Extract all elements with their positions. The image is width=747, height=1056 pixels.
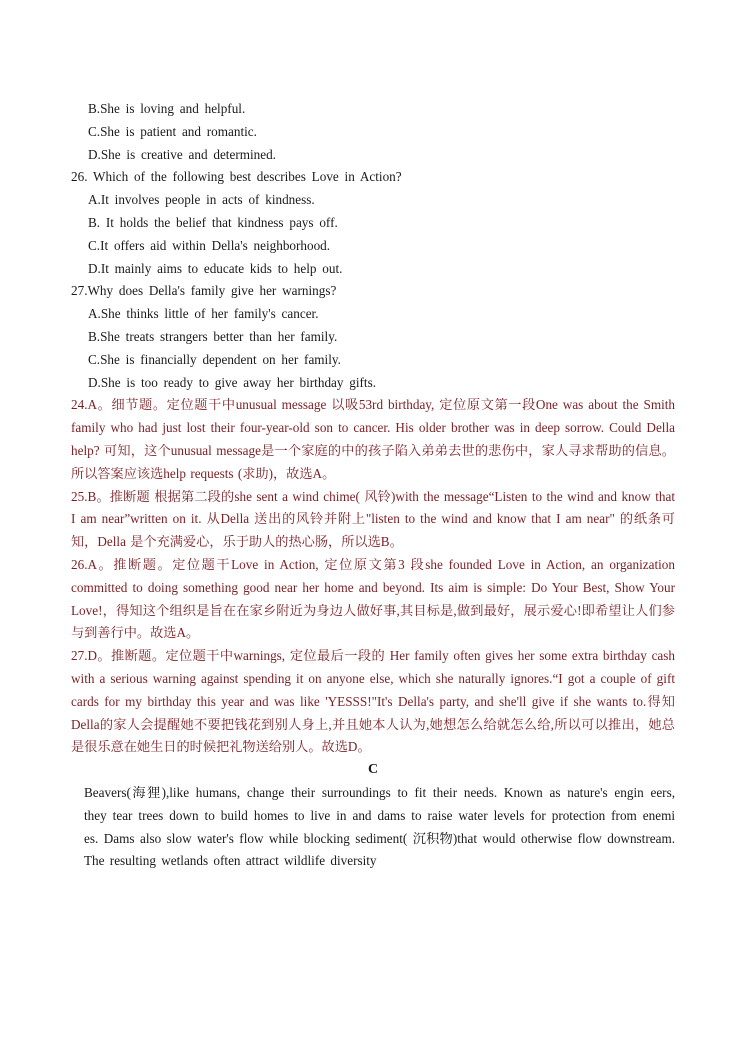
option-26c: C.It offers aid within Della's neighborhood. — [88, 237, 331, 253]
option-25d: D.She is creative and determined. — [88, 146, 276, 162]
option-26d: D.It mainly aims to educate kids to help out. — [88, 260, 343, 276]
option-27b: B.She treats strangers better than her family. — [88, 328, 338, 344]
option-27c: C.She is financially dependent on her family. — [88, 351, 341, 367]
option-25b: B.She is loving and helpful. — [88, 101, 246, 116]
passage-paragraph: Beavers(海狸),like humans, change their surroundings to fit their needs. Known as nature's engin eers, they tear trees down to build homes to live in and dams to raise water levels for protection from enemi es. Dams also slow water's flow while blocking sediment( 沉积物)that would otherwise flow downstream. The resulting wetlands often attract wildlife diversity — [84, 784, 675, 869]
document-content — [71, 98, 675, 873]
answer-26: 26.A。推断题。定位题干Love in Action, 定位原文第3 段she founded Love in Action, an organization committed to doing something good near her home and beyond. Its aim is simple: Do Your Best, Show Your Love!，得知这个组织是旨在在家乡附近为身边人做好事,其目标是,做到最好，展示爱心!即希望让人们参与到善行中。故选A。 — [71, 556, 675, 641]
passage-c — [71, 782, 675, 873]
option-26a: A.It involves people in acts of kindness. — [88, 192, 315, 208]
option-25c: C.She is patient and romantic. — [88, 123, 257, 139]
section-title: C — [367, 762, 379, 778]
option-27d: D.She is too ready to give away her birthday gifts. — [88, 374, 377, 390]
question-27: 27.Why does Della's family give her warnings? — [71, 283, 337, 299]
option-26b: B. It holds the belief that kindness pays off. — [88, 214, 338, 230]
option-27a: A.She thinks little of her family's cancer. — [88, 306, 319, 322]
answer-27: 27.D。推断题。定位题干中warnings, 定位最后一段的 Her family often gives her some extra birthday cash with a serious warning against spending it on anyone else, which she naturally ignores.“I got a couple of gift cards for my birthday this year and was like 'YESSS!"It's Della's party, and she'll give if she wants to.得知Della的家人会提醒她不要把钱花到别人身上,并且她本人认为,她想怎么给就怎么给,所以可以推出，她总是很乐意在她生日的时候把礼物送给别人。故选D。 — [71, 648, 675, 755]
answer-24: 24.A。细节题。定位题干中unusual message 以吸53rd birthday, 定位原文第一段One was about the Smith family who had just lost their four-year-old son to cancer. His older brother was in deep sorrow. Could Della help? 可知，这个unusual message是一个家庭的中的孩子陷入弟弟去世的悲伤中，家人寻求帮助的信息。所以答案应该选help requests (求助)，故选A。 — [71, 397, 675, 481]
question-26: 26. Which of the following best describes Love in Action? — [71, 169, 402, 185]
answer-25: 25.B。推断题 根据第二段的she sent a wind chime( 风铃)with the message“Listen to the wind and know that I am near”written on it. 从Della 送出的风铃并附上"listen to the wind and know that I am near" 的纸条可知，Della 是个充满爱心，乐于助人的热心肠，所以选B。 — [71, 488, 675, 550]
